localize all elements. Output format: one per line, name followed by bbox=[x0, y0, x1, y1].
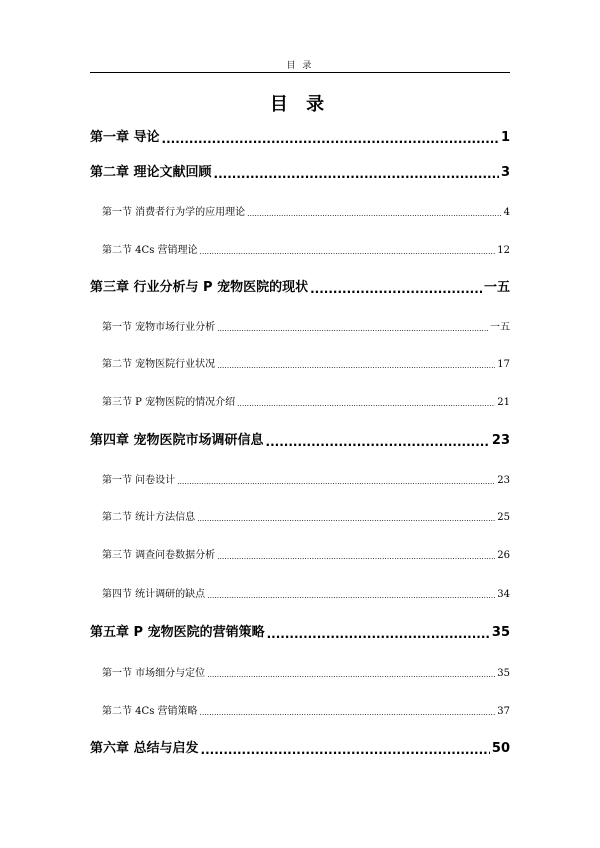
toc-chapter-entry[interactable] bbox=[90, 736, 510, 756]
toc-page-number: 37 bbox=[497, 706, 510, 717]
toc-leader-dots bbox=[217, 326, 488, 333]
toc-section-entry[interactable] bbox=[102, 313, 510, 333]
toc-page-number: 21 bbox=[497, 397, 510, 408]
toc-page-number: 23 bbox=[491, 433, 510, 448]
toc-entry-label: 第四节 统计调研的缺点 bbox=[102, 589, 206, 600]
toc-entry-label: 第一章 导论 bbox=[90, 130, 160, 145]
toc-page-number: 25 bbox=[497, 512, 510, 523]
toc-entry-label: 第四章 宠物医院市场调研信息 bbox=[90, 433, 264, 448]
toc-leader-dots bbox=[200, 249, 496, 256]
toc-page-number: 17 bbox=[497, 359, 510, 370]
toc-leader-dots bbox=[207, 593, 495, 600]
toc-entry-label: 第二节 宠物医院行业状况 bbox=[102, 359, 216, 370]
toc-entry-label: 第三章 行业分析与 P 宠物医院的现状 bbox=[90, 280, 309, 295]
toc-chapter-entry[interactable] bbox=[90, 275, 510, 295]
toc-page-number: 1 bbox=[500, 130, 510, 145]
toc-page-number: 26 bbox=[497, 550, 510, 561]
toc-entry-label: 第二节 4Cs 营销理论 bbox=[102, 245, 198, 256]
toc-chapter-entry[interactable] bbox=[90, 620, 510, 640]
toc-page-number: 一五 bbox=[490, 322, 510, 333]
toc-entry-label: 第二章 理论文献回顾 bbox=[90, 165, 212, 180]
toc-section-entry[interactable] bbox=[102, 198, 510, 218]
toc-leader-dots bbox=[237, 401, 495, 408]
toc-leader-dots bbox=[266, 436, 490, 448]
toc-section-entry[interactable] bbox=[102, 697, 510, 717]
toc-section-entry[interactable] bbox=[102, 580, 510, 600]
page-title: 目 录 bbox=[269, 94, 331, 115]
toc-chapter-entry[interactable] bbox=[90, 160, 510, 180]
toc-leader-dots bbox=[267, 628, 490, 640]
toc-leader-dots bbox=[197, 516, 495, 523]
toc-page-number: 12 bbox=[497, 245, 510, 256]
toc-chapter-entry[interactable] bbox=[90, 125, 510, 145]
toc-leader-dots bbox=[201, 744, 490, 756]
toc-entry-label: 第一节 市场细分与定位 bbox=[102, 668, 206, 679]
toc-chapter-entry[interactable] bbox=[90, 428, 510, 448]
toc-leader-dots bbox=[310, 283, 482, 295]
toc-page-number: 35 bbox=[491, 625, 510, 640]
toc-page-number: 4 bbox=[503, 207, 510, 218]
toc-page-number: 23 bbox=[497, 475, 510, 486]
toc-section-entry[interactable] bbox=[102, 350, 510, 370]
toc-entry-label: 第一节 消费者行为学的应用理论 bbox=[102, 207, 246, 218]
toc-section-entry[interactable] bbox=[102, 659, 510, 679]
toc-leader-dots bbox=[214, 168, 499, 180]
running-header: 目 录 bbox=[286, 61, 314, 71]
toc-leader-dots bbox=[162, 133, 499, 145]
toc-entry-label: 第三节 P 宠物医院的情况介绍 bbox=[102, 397, 236, 408]
toc-page-number: 3 bbox=[500, 165, 510, 180]
toc-section-entry[interactable] bbox=[102, 236, 510, 256]
toc-entry-label: 第二节 4Cs 营销策略 bbox=[102, 706, 198, 717]
toc-leader-dots bbox=[247, 211, 501, 218]
toc-leader-dots bbox=[200, 710, 496, 717]
toc-page-number: 34 bbox=[497, 589, 510, 600]
toc-entry-label: 第一节 问卷设计 bbox=[102, 475, 176, 486]
toc-leader-dots bbox=[217, 363, 495, 370]
toc-section-entry[interactable] bbox=[102, 503, 510, 523]
toc-entry-label: 第五章 P 宠物医院的营销策略 bbox=[90, 625, 265, 640]
toc-page-number: 50 bbox=[491, 741, 510, 756]
toc-section-entry[interactable] bbox=[102, 541, 510, 561]
toc-section-entry[interactable] bbox=[102, 466, 510, 486]
toc-leader-dots bbox=[177, 479, 495, 486]
toc-section-entry[interactable] bbox=[102, 388, 510, 408]
header-rule bbox=[90, 72, 510, 73]
toc-leader-dots bbox=[207, 672, 495, 679]
toc-leader-dots bbox=[217, 554, 495, 561]
toc-entry-label: 第六章 总结与启发 bbox=[90, 741, 199, 756]
toc-entry-label: 第一节 宠物市场行业分析 bbox=[102, 322, 216, 333]
toc-page-number: 35 bbox=[497, 668, 510, 679]
toc-entry-label: 第二节 统计方法信息 bbox=[102, 512, 196, 523]
toc-entry-label: 第三节 调查问卷数据分析 bbox=[102, 550, 216, 561]
toc-page-number: 一五 bbox=[483, 280, 510, 295]
